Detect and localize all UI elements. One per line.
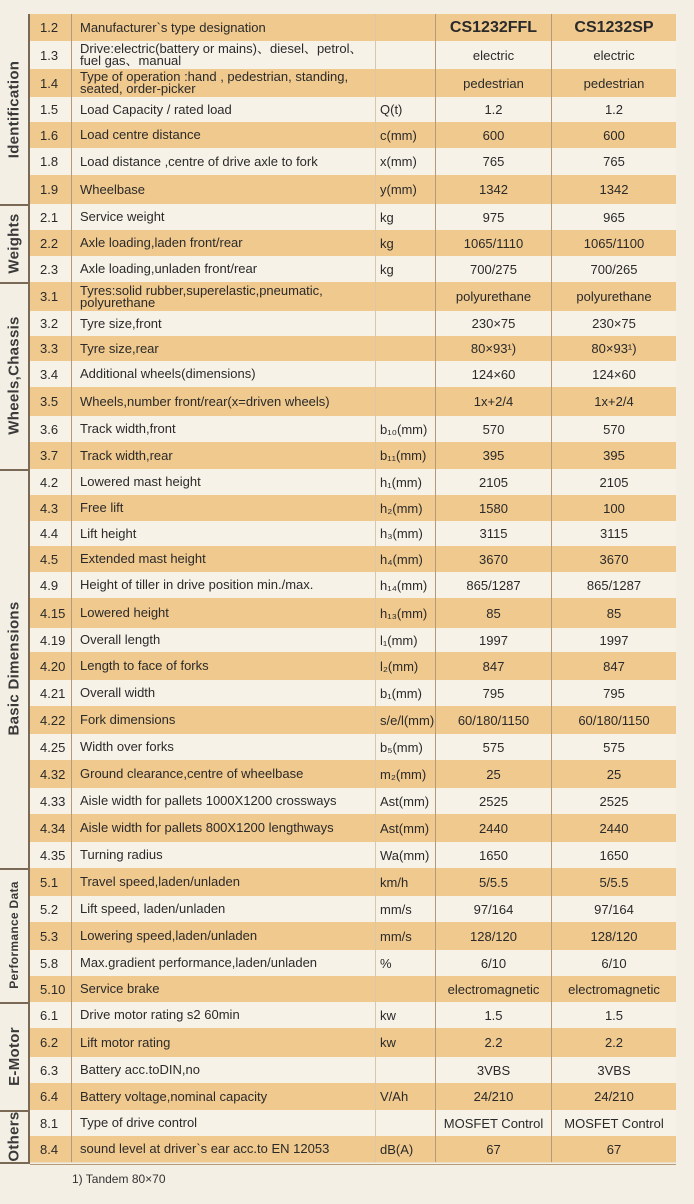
spec-description: Battery acc.toDIN,no — [72, 1057, 376, 1083]
spec-number: 3.4 — [30, 361, 72, 387]
spec-number: 4.32 — [30, 760, 72, 788]
spec-description: Load Capacity / rated load — [72, 97, 376, 122]
spec-value-model-1: 1065/1110 — [436, 230, 552, 256]
spec-value-model-2: 765 — [603, 154, 625, 169]
spec-row — [30, 734, 676, 761]
spec-number: 8.4 — [30, 1136, 72, 1162]
spec-value-model-2: electric — [593, 47, 635, 63]
spec-value-model-2: 865/1287 — [586, 577, 642, 593]
spec-unit — [376, 311, 436, 336]
spec-value-model-2: 965 — [603, 209, 625, 225]
spec-unit: h₂(mm) — [376, 495, 436, 521]
spec-value-model-1: 2105 — [436, 469, 552, 495]
spec-description: Max.gradient performance,laden/unladen — [72, 950, 376, 976]
spec-number: 4.4 — [30, 521, 72, 546]
spec-value-model-2: 1065/1100 — [583, 235, 645, 251]
spec-number: 1.4 — [30, 69, 72, 97]
spec-value-model-1: 60/180/1150 — [436, 706, 552, 734]
spec-row — [30, 1083, 676, 1111]
spec-value-model-1: 67 — [436, 1136, 552, 1162]
spec-row — [30, 814, 676, 843]
spec-number: 5.3 — [30, 922, 72, 950]
spec-number: 4.15 — [30, 598, 72, 628]
spec-value-model-1: pedestrian — [436, 69, 552, 97]
spec-description: Tyre size,rear — [72, 336, 376, 361]
spec-description: Drive:electric(battery or mains)、diesel、petrol、fuel gas、manual — [72, 41, 376, 69]
spec-number: 3.1 — [30, 282, 72, 311]
spec-value-model-2: 25 — [606, 766, 622, 782]
spec-unit: h₄(mm) — [376, 546, 436, 572]
spec-row — [30, 546, 676, 573]
spec-unit: km/h — [376, 868, 436, 896]
spec-number: 1.3 — [30, 41, 72, 69]
spec-description: Type of drive control — [72, 1110, 376, 1136]
spec-value-model-2: 5/5.5 — [599, 874, 629, 890]
spec-row — [30, 1002, 676, 1029]
spec-description: Travel speed,laden/unladen — [72, 868, 376, 896]
spec-row — [30, 69, 676, 98]
spec-value-model-2: 847 — [603, 658, 625, 674]
spec-description: Service weight — [72, 204, 376, 230]
spec-unit: c(mm) — [376, 122, 436, 148]
spec-number: 5.1 — [30, 868, 72, 896]
spec-value-model-1: 85 — [436, 598, 552, 628]
spec-row — [30, 1028, 676, 1058]
spec-description: Lift motor rating — [72, 1028, 376, 1057]
spec-row — [30, 230, 676, 257]
spec-value-model-1: 3115 — [436, 521, 552, 546]
spec-unit: kg — [376, 256, 436, 282]
spec-description: Additional wheels(dimensions) — [72, 361, 376, 387]
spec-unit — [376, 41, 436, 69]
spec-value-model-1: polyurethane — [436, 282, 552, 311]
spec-description: Axle loading,unladen front/rear — [72, 256, 376, 282]
spec-number: 4.2 — [30, 469, 72, 495]
spec-number: 1.5 — [30, 97, 72, 122]
spec-row — [30, 706, 676, 735]
spec-row — [30, 950, 676, 977]
spec-description: Free lift — [72, 495, 376, 521]
spec-value-model-1: 1.5 — [436, 1002, 552, 1028]
spec-unit: Wa(mm) — [376, 842, 436, 868]
spec-description: Aisle width for pallets 1000X1200 crossways — [72, 788, 376, 814]
spec-description: Lowered mast height — [72, 469, 376, 495]
spec-value-model-2: 3115 — [600, 526, 628, 541]
spec-value-model-1: 395 — [436, 442, 552, 469]
spec-value-model-1: 1997 — [436, 628, 552, 652]
spec-row — [30, 652, 676, 681]
spec-unit: b₁₁(mm) — [376, 442, 436, 469]
spec-number: 2.1 — [30, 204, 72, 230]
spec-value-model-1: 25 — [436, 760, 552, 788]
spec-unit — [376, 387, 436, 416]
spec-value-model-1: 1580 — [436, 495, 552, 521]
spec-value-model-2: electromagnetic — [568, 981, 660, 997]
spec-number: 4.34 — [30, 814, 72, 842]
spec-value-model-2: 1650 — [599, 847, 629, 863]
spec-value-model-2: 230×75 — [592, 316, 636, 331]
spec-value-model-2: 1.2 — [604, 102, 624, 117]
spec-row — [30, 282, 676, 312]
spec-value-model-2: 1.5 — [604, 1007, 624, 1023]
spec-value-model-1: 600 — [436, 122, 552, 148]
spec-value-model-2: 2440 — [599, 820, 629, 836]
spec-number: 3.2 — [30, 311, 72, 336]
section-label — [0, 469, 30, 870]
spec-unit: y(mm) — [376, 175, 436, 204]
spec-value-model-2: 795 — [603, 685, 625, 701]
spec-number: 2.3 — [30, 256, 72, 282]
spec-unit: h₁₄(mm) — [376, 572, 436, 598]
spec-row — [30, 41, 676, 70]
spec-row — [30, 760, 676, 789]
spec-row — [30, 680, 676, 707]
spec-value-model-2: 67 — [606, 1141, 622, 1157]
spec-row — [30, 896, 676, 923]
spec-unit — [376, 282, 436, 311]
spec-number: 4.21 — [30, 680, 72, 706]
spec-value-model-2: 2.2 — [604, 1035, 624, 1050]
spec-value-model-1: 2440 — [436, 814, 552, 842]
spec-value-model-2: 6/10 — [601, 955, 627, 971]
spec-row — [30, 469, 676, 496]
spec-value-model-1: 847 — [436, 652, 552, 680]
spec-value-model-1: 865/1287 — [436, 572, 552, 598]
section-label-text: Basic Dimensions — [5, 601, 23, 736]
section-label-text: Others — [5, 1110, 23, 1162]
spec-description: Lift speed, laden/unladen — [72, 896, 376, 922]
spec-number: 3.6 — [30, 416, 72, 442]
spec-value-model-1: 230×75 — [436, 311, 552, 336]
spec-value-model-1: 124×60 — [436, 361, 552, 387]
spec-value-model-2: pedestrian — [583, 75, 645, 91]
spec-value-model-1: electric — [436, 41, 552, 69]
spec-description: Load distance ,centre of drive axle to fork — [72, 148, 376, 175]
spec-row — [30, 256, 676, 283]
spec-row — [30, 922, 676, 951]
spec-description: Turning radius — [72, 842, 376, 868]
spec-description: Tyres:solid rubber,superelastic,pneumatic, polyurethane — [72, 282, 376, 311]
spec-number: 4.3 — [30, 495, 72, 521]
spec-value-model-1: 1342 — [436, 175, 552, 204]
spec-value-model-1: 2525 — [436, 788, 552, 814]
spec-description: Aisle width for pallets 800X1200 lengthways — [72, 814, 376, 842]
spec-value-model-1: 24/210 — [436, 1083, 552, 1110]
spec-value-model-2: 2105 — [599, 474, 629, 490]
spec-unit: mm/s — [376, 922, 436, 950]
spec-value-model-2: 100 — [603, 500, 625, 516]
spec-value-model-2: 124×60 — [592, 366, 636, 382]
spec-value-model-2: polyurethane — [576, 289, 652, 304]
spec-row — [30, 976, 676, 1003]
spec-value-model-1: 765 — [436, 148, 552, 175]
spec-row — [30, 97, 676, 123]
spec-number: 5.2 — [30, 896, 72, 922]
spec-number: 1.6 — [30, 122, 72, 148]
spec-unit — [376, 336, 436, 361]
spec-number: 4.20 — [30, 652, 72, 680]
spec-row — [30, 336, 676, 362]
spec-row — [30, 204, 676, 231]
spec-row — [30, 842, 676, 869]
spec-number: 4.19 — [30, 628, 72, 652]
spec-unit: mm/s — [376, 896, 436, 922]
spec-value-model-1: 570 — [436, 416, 552, 442]
spec-row — [30, 868, 676, 897]
spec-value-model-1: CS1232FFL — [436, 14, 552, 41]
spec-unit: l₁(mm) — [376, 628, 436, 652]
spec-description: Fork dimensions — [72, 706, 376, 734]
spec-value-model-2: MOSFET Control — [564, 1115, 664, 1131]
spec-description: Width over forks — [72, 734, 376, 760]
spec-description: Tyre size,front — [72, 311, 376, 336]
section-label-text: Weights — [5, 212, 23, 274]
spec-unit: b₁₀(mm) — [376, 416, 436, 442]
spec-row — [30, 572, 676, 599]
spec-value-model-2: 395 — [603, 448, 625, 463]
spec-number: 4.25 — [30, 734, 72, 760]
section-label — [0, 868, 30, 1004]
spec-description: Axle loading,laden front/rear — [72, 230, 376, 256]
spec-number: 5.8 — [30, 950, 72, 976]
spec-row — [30, 14, 676, 42]
spec-description: Manufacturer`s type designation — [72, 14, 376, 41]
spec-row — [30, 148, 676, 176]
spec-description: Load centre distance — [72, 122, 376, 148]
section-label — [0, 282, 30, 471]
spec-number: 3.5 — [30, 387, 72, 416]
spec-description: Ground clearance,centre of wheelbase — [72, 760, 376, 788]
spec-value-model-1: 5/5.5 — [436, 868, 552, 896]
spec-row — [30, 1057, 676, 1084]
spec-description: Overall length — [72, 628, 376, 652]
spec-value-model-1: 575 — [436, 734, 552, 760]
spec-row — [30, 598, 676, 629]
spec-number: 1.9 — [30, 175, 72, 204]
spec-value-model-1: 3VBS — [436, 1057, 552, 1083]
spec-unit: m₂(mm) — [376, 760, 436, 788]
spec-row — [30, 387, 676, 417]
section-label-text: Wheels,Chassis — [5, 316, 23, 435]
spec-value-model-1: 128/120 — [436, 922, 552, 950]
spec-row — [30, 175, 676, 205]
spec-description: Track width,front — [72, 416, 376, 442]
spec-value-model-2: 1997 — [599, 632, 629, 648]
spec-value-model-1: 6/10 — [436, 950, 552, 976]
footnote-divider — [30, 1164, 676, 1165]
spec-value-model-1: electromagnetic — [436, 976, 552, 1002]
section-label — [0, 1002, 30, 1112]
spec-row — [30, 788, 676, 815]
spec-unit: b₅(mm) — [376, 734, 436, 760]
spec-description: Height of tiller in drive position min./max. — [72, 572, 376, 598]
spec-number: 1.2 — [30, 14, 72, 41]
spec-unit: kg — [376, 230, 436, 256]
section-label-text: Identification — [5, 60, 23, 158]
spec-unit: kw — [376, 1028, 436, 1057]
spec-description: Track width,rear — [72, 442, 376, 469]
section-label-text: E-Motor — [5, 1026, 23, 1086]
spec-unit — [376, 1057, 436, 1083]
spec-value-model-2: 3VBS — [597, 1062, 631, 1078]
spec-value-model-2: 600 — [603, 127, 625, 143]
spec-value-model-2: 1x+2/4 — [594, 394, 634, 409]
spec-description: Extended mast height — [72, 546, 376, 572]
spec-description: Lift height — [72, 521, 376, 546]
spec-number: 6.4 — [30, 1083, 72, 1110]
spec-unit: x(mm) — [376, 148, 436, 175]
spec-value-model-2: 97/164 — [594, 901, 634, 917]
spec-value-model-1: 1650 — [436, 842, 552, 868]
spec-number: 4.22 — [30, 706, 72, 734]
spec-row — [30, 628, 676, 653]
spec-unit: l₂(mm) — [376, 652, 436, 680]
spec-value-model-2: 60/180/1150 — [578, 712, 650, 728]
spec-description: Wheels,number front/rear(x=driven wheels) — [72, 387, 376, 416]
spec-row — [30, 1136, 676, 1163]
spec-value-model-1: 2.2 — [436, 1028, 552, 1057]
spec-number: 6.3 — [30, 1057, 72, 1083]
spec-row — [30, 311, 676, 337]
footnote: 1) Tandem 80×70 — [72, 1172, 166, 1186]
spec-value-model-1: MOSFET Control — [436, 1110, 552, 1136]
spec-description: Type of operation :hand , pedestrian, standing, seated, order-picker — [72, 69, 376, 97]
spec-description: Wheelbase — [72, 175, 376, 204]
spec-row — [30, 521, 676, 547]
spec-unit: Ast(mm) — [376, 788, 436, 814]
spec-unit: Q(t) — [376, 97, 436, 122]
spec-value-model-1: 975 — [436, 204, 552, 230]
spec-number: 4.33 — [30, 788, 72, 814]
spec-unit — [376, 976, 436, 1002]
spec-value-model-2: 2525 — [599, 793, 629, 809]
spec-value-model-2: 24/210 — [594, 1089, 634, 1104]
spec-number: 4.9 — [30, 572, 72, 598]
spec-row — [30, 495, 676, 522]
spec-number: 3.7 — [30, 442, 72, 469]
spec-row — [30, 416, 676, 443]
spec-unit: kw — [376, 1002, 436, 1028]
spec-value-model-2: 575 — [603, 739, 625, 755]
spec-description: Battery voltage,nominal capacity — [72, 1083, 376, 1110]
spec-unit: Ast(mm) — [376, 814, 436, 842]
section-label-text: Performance Data — [7, 881, 22, 989]
spec-number: 4.5 — [30, 546, 72, 572]
spec-unit: V/Ah — [376, 1083, 436, 1110]
spec-value-model-2: 700/265 — [590, 261, 638, 277]
spec-value-model-1: 795 — [436, 680, 552, 706]
spec-unit: % — [376, 950, 436, 976]
spec-description: Drive motor rating s2 60min — [72, 1002, 376, 1028]
spec-unit — [376, 361, 436, 387]
spec-value-model-2: 85 — [606, 605, 622, 621]
spec-value-model-2: 570 — [603, 421, 625, 437]
section-label — [0, 204, 30, 284]
spec-unit: b₁(mm) — [376, 680, 436, 706]
spec-number: 1.8 — [30, 148, 72, 175]
spec-value-model-1: 700/275 — [436, 256, 552, 282]
spec-description: Length to face of forks — [72, 652, 376, 680]
spec-unit: h₃(mm) — [376, 521, 436, 546]
spec-value-model-2: 80×93¹) — [591, 341, 637, 356]
spec-unit — [376, 69, 436, 97]
spec-value-model-1: 80×93¹) — [436, 336, 552, 361]
spec-value-model-2: CS1232SP — [574, 18, 654, 36]
spec-value-model-2: 3670 — [599, 551, 629, 567]
spec-value-model-2: 128/120 — [590, 928, 638, 944]
spec-value-model-1: 97/164 — [436, 896, 552, 922]
spec-number: 2.2 — [30, 230, 72, 256]
spec-unit: h₁₃(mm) — [376, 598, 436, 628]
spec-description: Overall width — [72, 680, 376, 706]
spec-description: sound level at driver`s ear acc.to EN 12053 — [72, 1136, 376, 1162]
spec-description: Lowering speed,laden/unladen — [72, 922, 376, 950]
section-label — [0, 1110, 30, 1164]
spec-unit: dB(A) — [376, 1136, 436, 1162]
spec-description: Service brake — [72, 976, 376, 1002]
spec-number: 8.1 — [30, 1110, 72, 1136]
spec-unit — [376, 1110, 436, 1136]
spec-unit — [376, 14, 436, 41]
spec-row — [30, 1110, 676, 1137]
spec-row — [30, 442, 676, 470]
spec-description: Lowered height — [72, 598, 376, 628]
spec-number: 4.35 — [30, 842, 72, 868]
spec-number: 5.10 — [30, 976, 72, 1002]
spec-number: 6.1 — [30, 1002, 72, 1028]
spec-value-model-1: 1.2 — [436, 97, 552, 122]
spec-row — [30, 361, 676, 388]
spec-number: 3.3 — [30, 336, 72, 361]
spec-row — [30, 122, 676, 149]
spec-value-model-1: 3670 — [436, 546, 552, 572]
spec-unit: h₁(mm) — [376, 469, 436, 495]
section-label — [0, 14, 30, 206]
spec-value-model-1: 1x+2/4 — [436, 387, 552, 416]
spec-unit: s/e/l(mm) — [376, 706, 436, 734]
spec-number: 6.2 — [30, 1028, 72, 1057]
spec-unit: kg — [376, 204, 436, 230]
spec-value-model-2: 1342 — [599, 182, 629, 197]
